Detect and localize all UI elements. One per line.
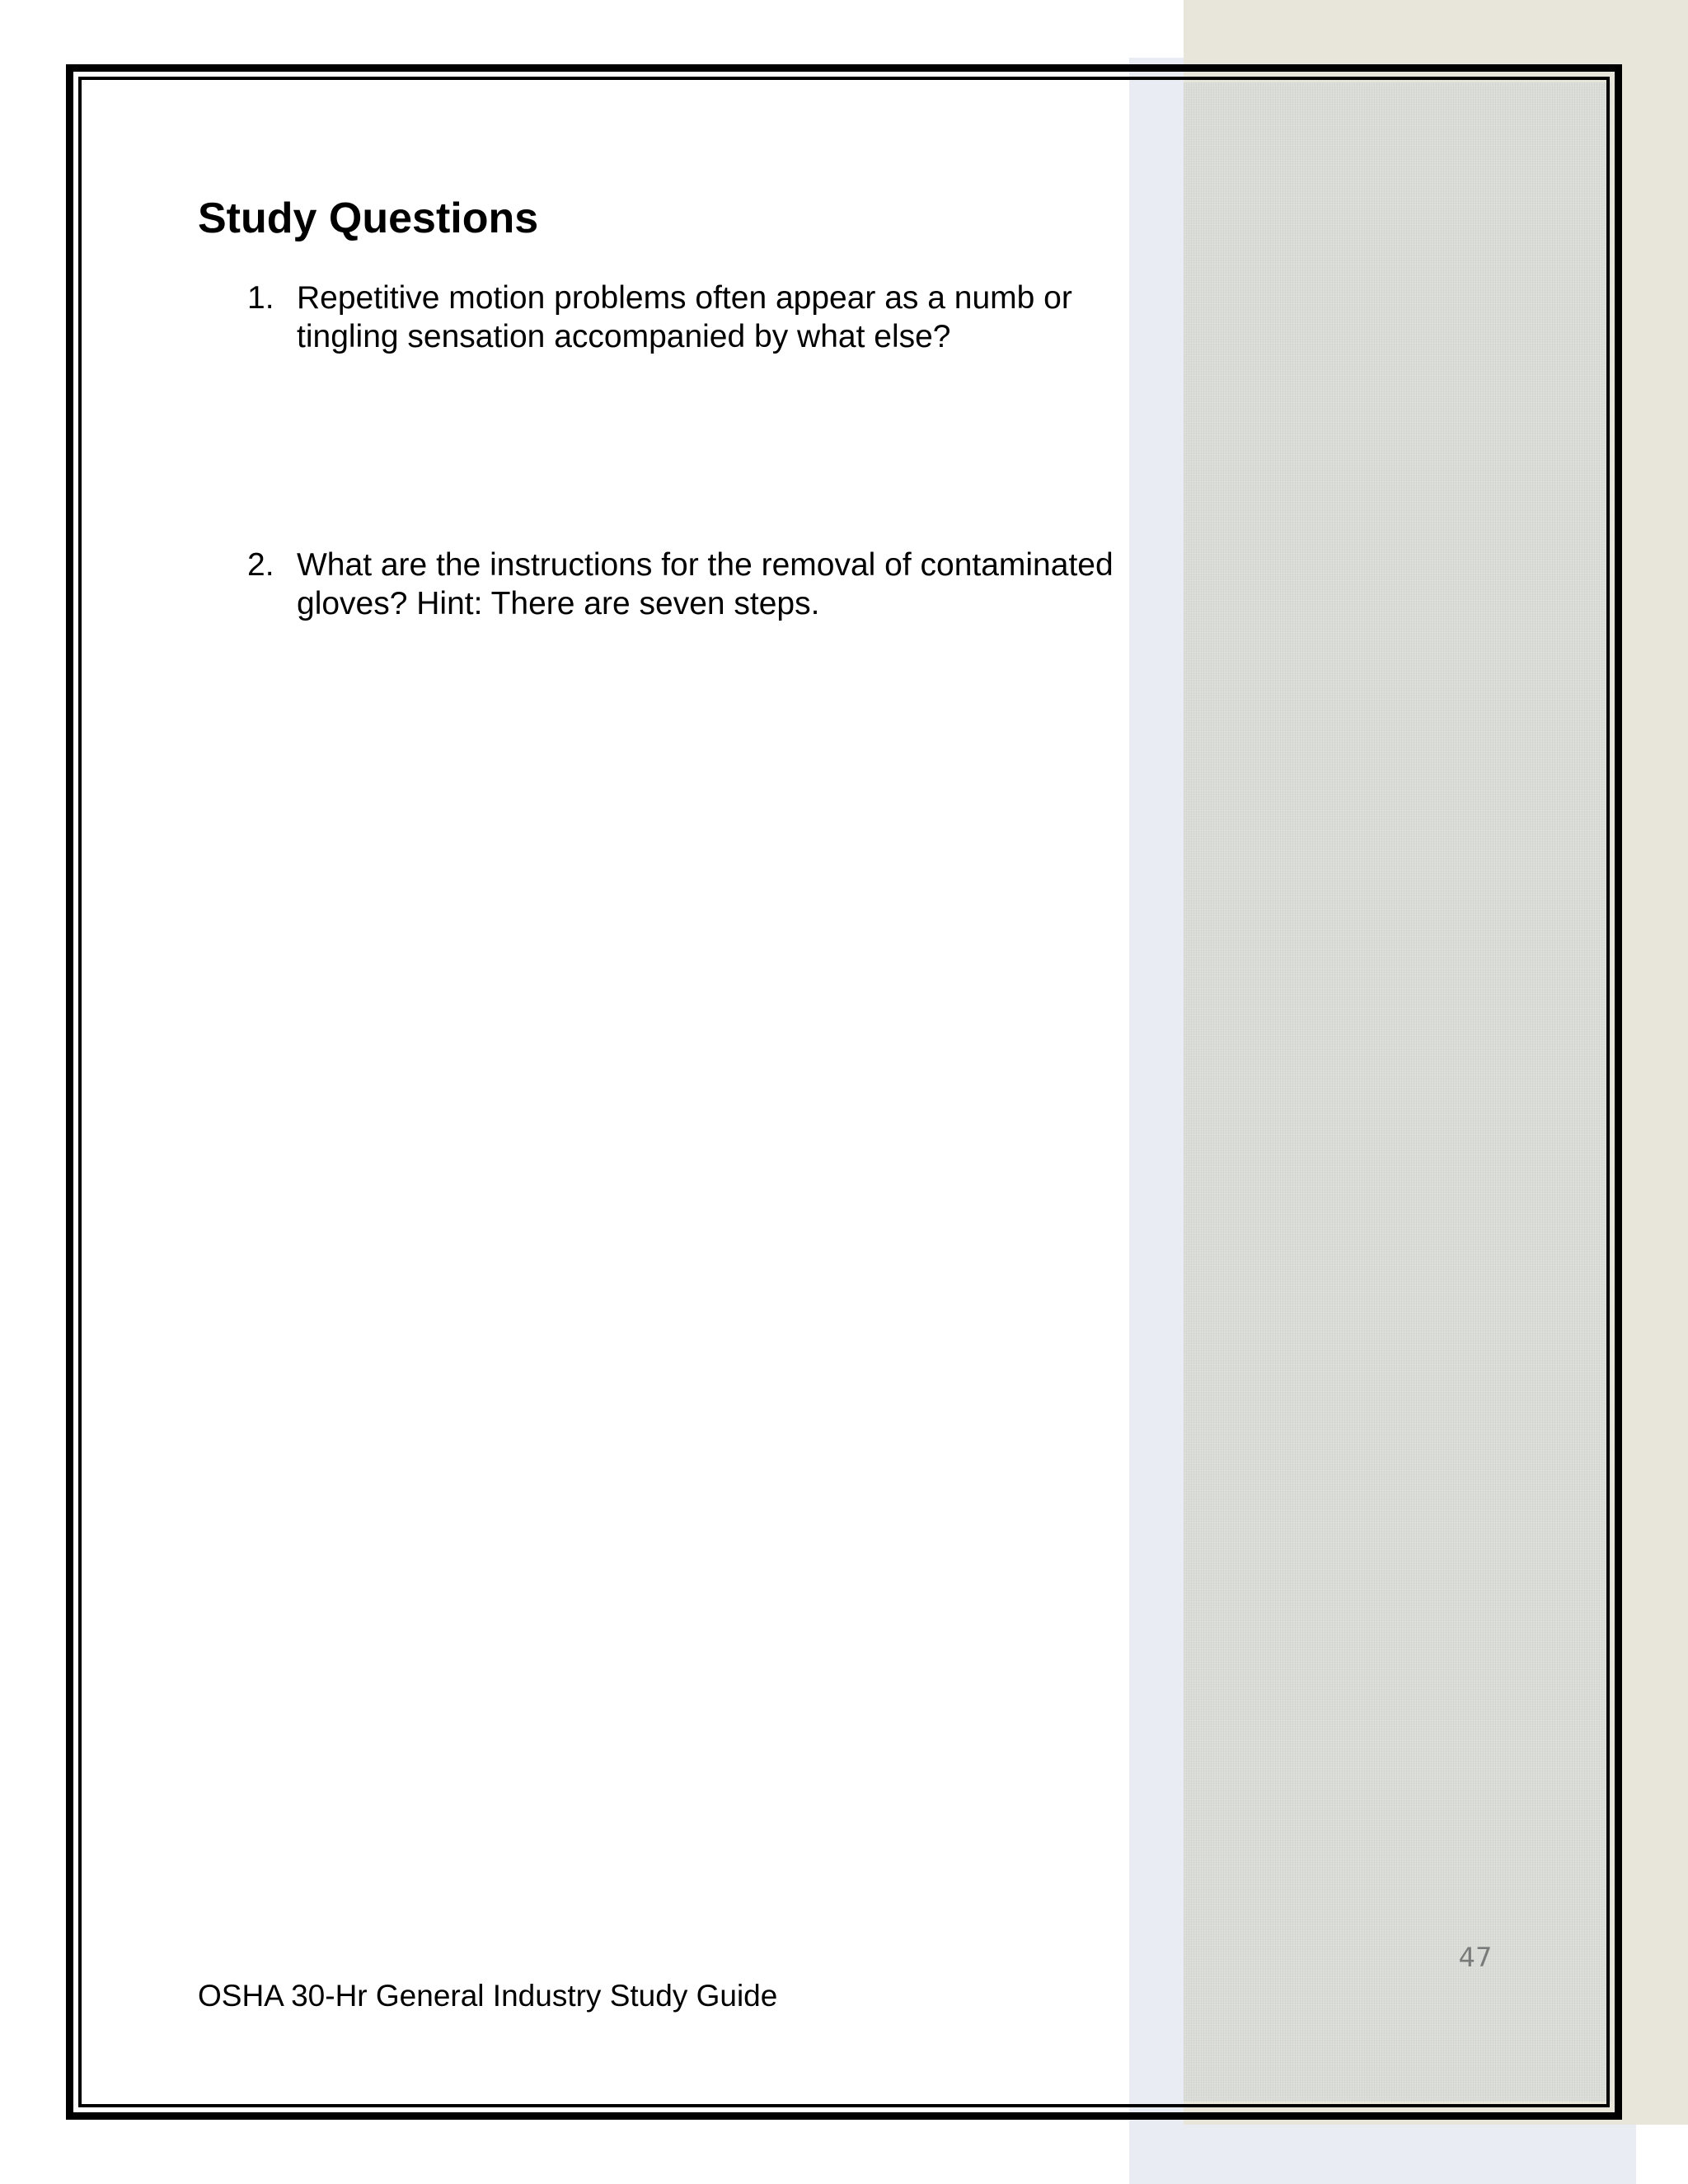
question-number: 2.: [247, 546, 274, 583]
page-content: [198, 194, 1129, 623]
question-text: What are the instructions for the removal of contaminated gloves? Hint: There are seven steps.: [297, 546, 1114, 621]
page-title: Study Questions: [198, 194, 539, 242]
footer-title: OSHA 30-Hr General Industry Study Guide: [198, 1979, 778, 2013]
question-list: [198, 279, 1129, 623]
question-item: [198, 546, 1129, 623]
question-text: Repetitive motion problems often appear as a numb or tingling sensation accompanied by what else?: [297, 279, 1072, 354]
page-number: 47: [1458, 1942, 1493, 1973]
question-item: [198, 279, 1129, 356]
question-number: 1.: [247, 279, 274, 316]
